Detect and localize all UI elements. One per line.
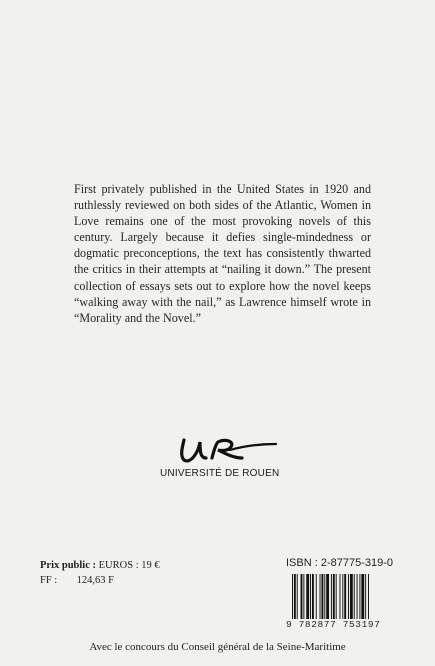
barcode-digits: 9 782877 753197 — [286, 619, 404, 630]
footer-credit: Avec le concours du Conseil général de la Seine-Maritime — [89, 641, 346, 653]
price-ff-value: 124,63 F — [76, 575, 114, 586]
price-label: Prix public : — [40, 560, 97, 571]
ur-logo-mark-icon — [160, 436, 280, 470]
barcode — [286, 572, 404, 632]
universite-de-rouen-logo — [160, 436, 280, 484]
price-ff-label: FF : — [40, 575, 58, 586]
publisher-name: UNIVERSITÉ DE ROUEN — [160, 468, 280, 479]
price-euros: EUROS : 19 € — [98, 560, 160, 571]
back-cover-blurb: First privately published in the United States in 1920 and ruthlessly reviewed on both sides of the Atlantic, Women in Love remains one of the most provoking novels of this century. Largely because it defies single-mindedness or dogmatic preconceptions, the text has consistently thwarted the critics in their attempts at “nailing it down.” The present collection of essays sets out to explore how the novel keeps “walking away with the nail,” as Lawrence himself wrote in “Morality and the Novel.” — [74, 182, 371, 325]
isbn: ISBN : 2-87775-319-0 — [286, 557, 394, 569]
price-block — [40, 558, 160, 588]
